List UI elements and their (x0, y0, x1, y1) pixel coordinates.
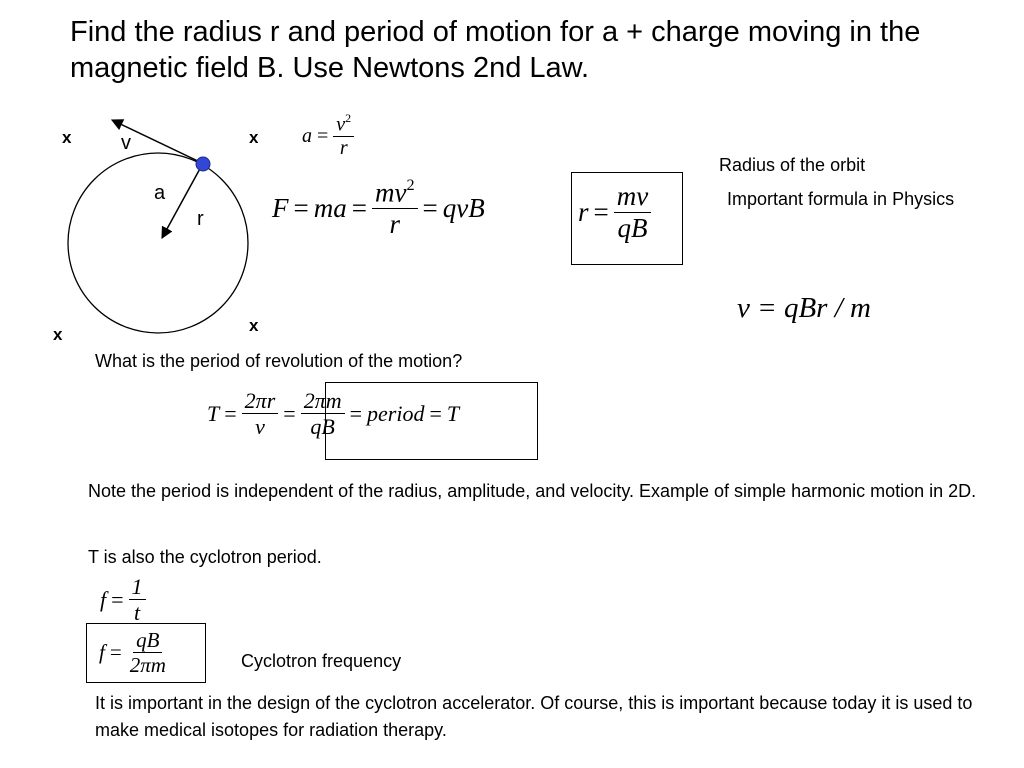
radius-label: r (197, 208, 204, 230)
field-marker: x (53, 325, 63, 344)
period-question: What is the period of revolution of the motion? (95, 351, 463, 371)
slide-title: Find the radius r and period of motion for a + charge moving in the magnetic field B. Use Newtons 2nd Law. (70, 16, 921, 84)
cyclotron-frequency-label: Cyclotron frequency (241, 651, 402, 671)
force-equation: F = ma = $\frac{mv^2}{r}$ = qvB (272, 176, 485, 240)
orbit-circle (68, 153, 248, 333)
period-formula-box (325, 382, 538, 460)
period-note: Note the period is independent of the radius, amplitude, and velocity. Example of simple harmonic motion in 2D. (88, 481, 977, 501)
velocity-equation: v = qBr / m (737, 292, 871, 324)
radius-arrow (162, 165, 202, 238)
acceleration-label: a (154, 182, 166, 204)
acceleration-equation: a = $\frac{v^2}{r}$ (302, 112, 354, 160)
field-marker: x (249, 316, 259, 335)
field-marker: x (249, 128, 259, 147)
field-marker: x (62, 128, 72, 147)
velocity-label: v (121, 132, 131, 154)
cyclotron-frequency-box: f = $\frac{qB}{2\pi m}$ (86, 623, 206, 683)
frequency-equation: f = $\frac{1}{t}$ (100, 574, 146, 626)
period-equation: T = $\frac{2\pi r}{v}$ = $\frac{2\pi m}{qB}$ = period = T (207, 388, 460, 440)
cyclotron-period-note: T is also the cyclotron period. (88, 547, 322, 567)
radius-orbit-note: Radius of the orbit (719, 155, 866, 175)
closing-note: It is important in the design of the cyclotron accelerator. Of course, this is important because today it is used to make medical isotopes for radiation therapy. (95, 693, 973, 740)
radius-formula-box: r = $\frac{mv}{qB}$ (571, 172, 683, 265)
charge-particle (196, 157, 210, 171)
important-formula-note: Important formula in Physics (727, 189, 955, 209)
